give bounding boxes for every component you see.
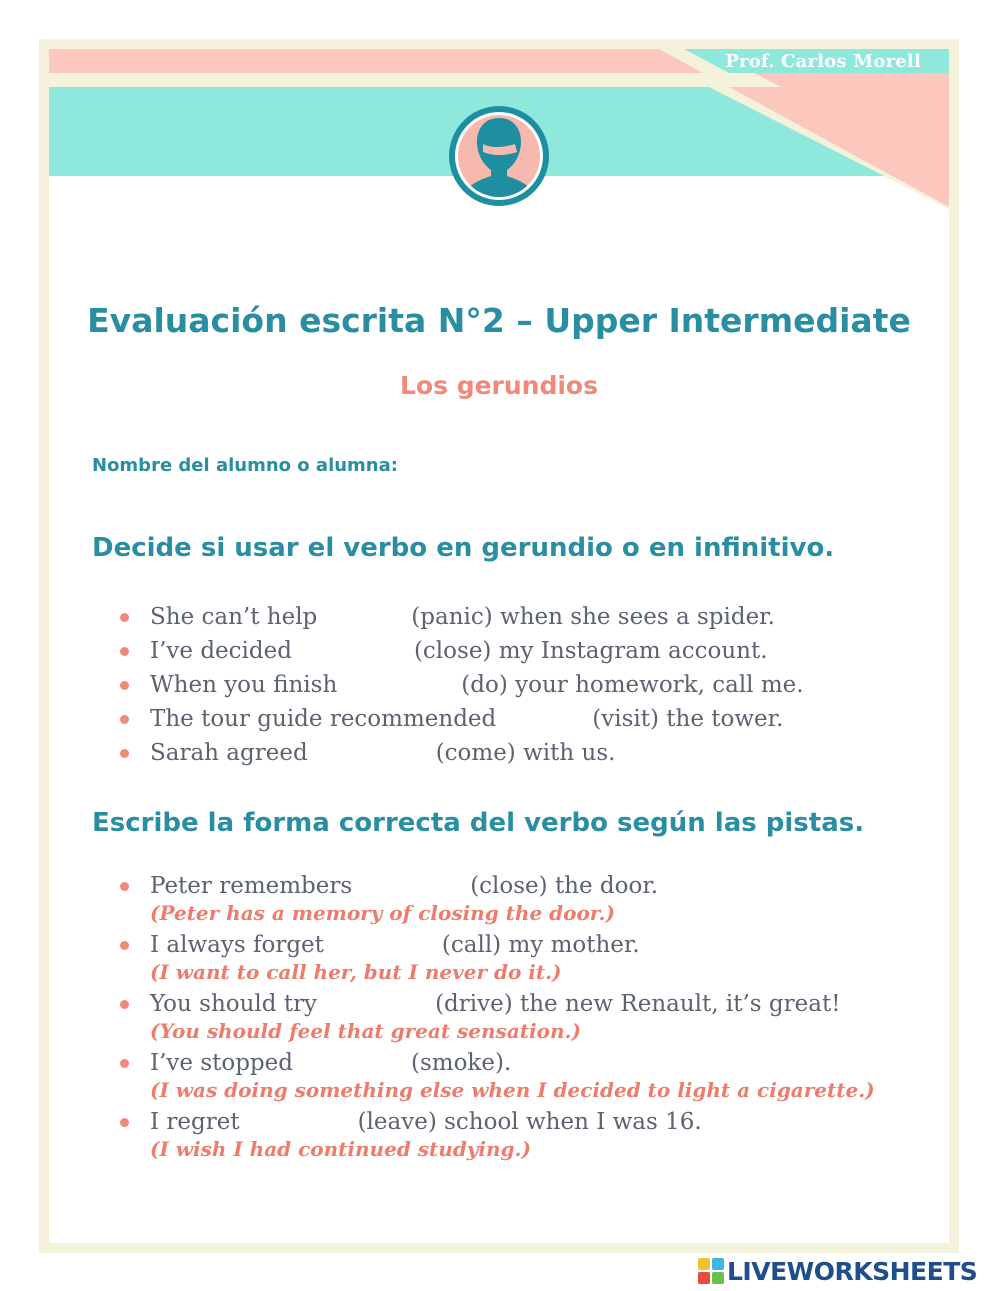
bullet-icon	[120, 1059, 129, 1068]
sentence-start: I’ve decided	[150, 638, 292, 664]
page-title: Evaluación escrita N°2 – Upper Intermediate	[87, 301, 911, 340]
section-1-title: Decide si usar el verbo en gerundio o en infinitivo.	[92, 533, 835, 563]
sentence-start: Sarah agreed	[150, 740, 308, 766]
section-2-title: Escribe la forma correcta del verbo según las pistas.	[92, 808, 865, 838]
bullet-icon	[120, 882, 129, 891]
list-item	[120, 1046, 875, 1104]
sentence-end: (close) the door.	[470, 873, 659, 899]
sentence-end: (leave) school when I was 16.	[357, 1109, 702, 1135]
bullet-icon	[120, 1118, 129, 1127]
bullet-icon	[120, 715, 129, 724]
list-item	[120, 600, 804, 634]
list-item	[120, 869, 875, 927]
author-label: Prof. Carlos Morell	[725, 51, 921, 72]
sentence-end: (drive) the new Renault, it’s great!	[435, 991, 841, 1017]
hint-text: (You should feel that great sensation.)	[150, 1019, 581, 1043]
brand-text: LIVEWORKSHEETS	[727, 1256, 978, 1286]
person-avatar-icon	[447, 104, 551, 208]
bullet-icon	[120, 613, 129, 622]
sentence-start: The tour guide recommended	[150, 706, 497, 732]
sentence-start: I regret	[150, 1109, 240, 1135]
list-item	[120, 736, 804, 770]
sentence-start: I always forget	[150, 932, 324, 958]
bullet-icon	[120, 941, 129, 950]
list-item	[120, 1105, 875, 1163]
list-item	[120, 702, 804, 736]
sentence-end: (come) with us.	[435, 740, 616, 766]
section-1-list	[120, 600, 804, 770]
liveworksheets-logo-icon	[698, 1258, 724, 1284]
page-subtitle: Los gerundios	[400, 371, 598, 400]
bullet-icon	[120, 749, 129, 758]
section-2-list	[120, 869, 875, 1164]
hint-text: (I want to call her, but I never do it.)	[150, 960, 562, 984]
bullet-icon	[120, 647, 129, 656]
sentence-end: (close) my Instagram account.	[413, 638, 768, 664]
sentence-end: (panic) when she sees a spider.	[411, 604, 775, 630]
sentence-start: I’ve stopped	[150, 1050, 293, 1076]
sentence-start: She can’t help	[150, 604, 318, 630]
sentence-start: Peter remembers	[150, 873, 353, 899]
sentence-start: You should try	[150, 991, 318, 1017]
bullet-icon	[120, 1000, 129, 1009]
sentence-end: (smoke).	[411, 1050, 512, 1076]
bullet-icon	[120, 681, 129, 690]
worksheet-page	[49, 49, 949, 1243]
student-name-label: Nombre del alumno o alumna:	[92, 455, 398, 476]
list-item	[120, 987, 875, 1045]
hint-text: (Peter has a memory of closing the door.)	[150, 901, 615, 925]
list-item	[120, 668, 804, 702]
hint-text: (I was doing something else when I decided to light a cigarette.)	[150, 1078, 875, 1102]
sentence-end: (call) my mother.	[441, 932, 640, 958]
list-item	[120, 928, 875, 986]
sentence-start: When you finish	[150, 672, 338, 698]
sentence-end: (visit) the tower.	[592, 706, 784, 732]
list-item	[120, 634, 804, 668]
liveworksheets-brand[interactable]	[698, 1256, 977, 1286]
sentence-end: (do) your homework, call me.	[461, 672, 804, 698]
hint-text: (I wish I had continued studying.)	[150, 1137, 531, 1161]
